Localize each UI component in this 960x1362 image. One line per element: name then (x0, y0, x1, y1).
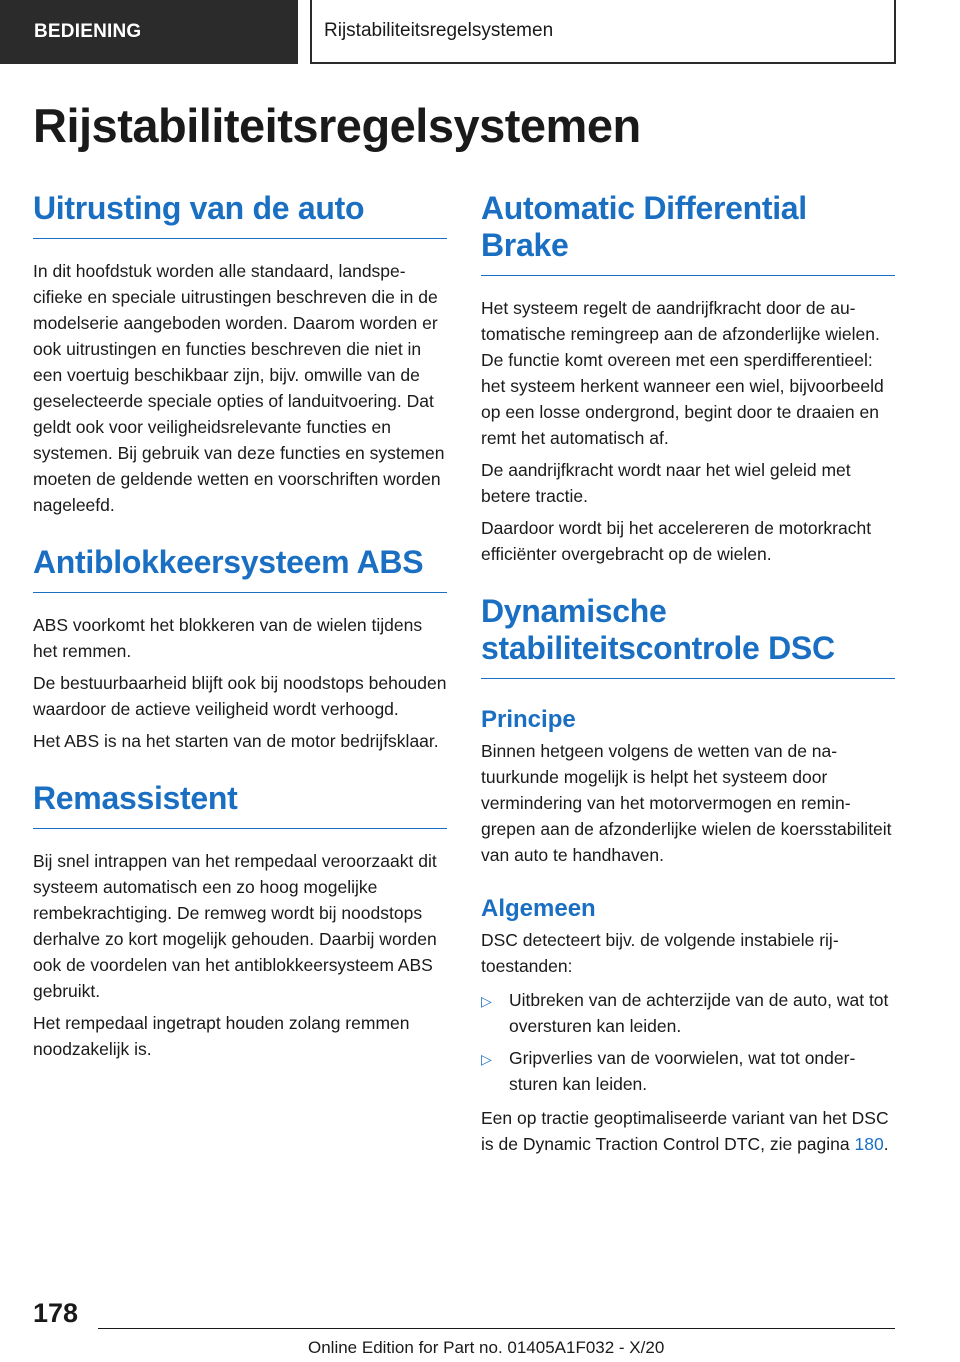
list-item-text: Gripverlies van de voorwielen, wat tot ondersturen kan leiden. (509, 1048, 856, 1094)
subsection-title: Principe (481, 706, 576, 733)
triangle-right-icon: ▷ (481, 993, 492, 1009)
paragraph: Bij snel intrappen van het rempedaal veroorzaakt dit systeem automatisch een zo hoog mogelijke rembekrachtiging. De remweg wordt bij noodstops derhalve zo kort mogelijk gehouden. Daarbij worden ook de voordelen van het antiblokkeersysteem ABS gebruikt. (33, 851, 437, 1001)
paragraph-end: . (883, 1134, 889, 1154)
edition-text: Online Edition for Part no. 01405A1F032 - X/20 (308, 1338, 665, 1357)
paragraph (481, 1105, 895, 1157)
paragraph: Het rempedaal ingetrapt houden zolang remmen noodzakelijk is. (33, 1013, 410, 1059)
section-abs (33, 544, 447, 754)
page-number: 178 (33, 1298, 79, 1328)
triangle-right-icon: ▷ (481, 1051, 492, 1067)
paragraph: De aandrijfkracht wordt naar het wiel geleid met betere tractie. (481, 460, 851, 506)
list-item (481, 987, 895, 1039)
subsection-title: Algemeen (481, 895, 596, 922)
section-uitrusting (33, 190, 447, 518)
section-tab: BEDIENING (0, 0, 298, 64)
paragraph: De bestuurbaarheid blijft ook bij noodstops behouden waardoor de actieve veiligheid wordt verhoogd. (33, 673, 447, 719)
section-title: Remassistent (33, 780, 447, 829)
list-item (481, 1045, 895, 1097)
section-title: Automatic Differential Brake (481, 190, 895, 276)
paragraph: ABS voorkomt het blokkeren van de wielen tijdens het remmen. (33, 615, 423, 661)
paragraph-text: Een op tractie geoptimaliseerde variant van het DSC is de Dynamic Traction Control DTC, zie pagina (481, 1108, 889, 1154)
paragraph: Daardoor wordt bij het accelereren de motorkracht efficiënter overgebracht op de wielen. (481, 518, 872, 564)
section-remassistent (33, 780, 447, 1062)
paragraph: Het ABS is na het starten van de motor bedrijfsklaar. (33, 731, 439, 751)
page-link[interactable]: 180 (854, 1134, 884, 1154)
right-column (481, 190, 895, 1183)
section-adb (481, 190, 895, 567)
footer-divider (98, 1328, 895, 1329)
paragraph: Binnen hetgeen volgens de wetten van de natuurkunde mogelijk is helpt het systeem door vermindering van het motorvermogen en remingrepen aan de afzonderlijke wielen de koersstabiliteit van auto te handhaven. (481, 741, 892, 865)
chapter-header: Rijstabiliteitsregelsystemen (310, 0, 896, 64)
section-title: Antiblokkeersysteem ABS (33, 544, 447, 593)
subsection-principe (481, 705, 895, 868)
paragraph: DSC detecteert bijv. de volgende instabiele rijtoestanden: (481, 930, 839, 976)
list-item-text: Uitbreken van de achterzijde van de auto, wat tot oversturen kan leiden. (509, 990, 889, 1036)
bullet-list (481, 987, 895, 1097)
subsection-algemeen (481, 894, 895, 1157)
paragraph: In dit hoofdstuk worden alle standaard, landspecifieke en speciale uitrustingen beschreven die in de modelserie aangeboden worden. Daarom worden er ook uitrustingen en functies beschreven die niet in een voertuig beschikbaar zijn, bijv. omwille van de geselecteerde speciale opties of landuitvoering. Dat geldt ook voor veiligheidsrelevante functies en systemen. Bij gebruik van deze functies en systemen moeten de geldende wetten en voorschriften worden nageleefd. (33, 261, 445, 515)
page-title: Rijstabiliteitsregelsystemen (33, 99, 641, 152)
left-column (33, 190, 447, 1088)
paragraph: Het systeem regelt de aandrijfkracht door de automatische remingreep aan de afzonderlijke wielen. De functie komt overeen met een sperdifferentieel: het systeem herkent wanneer een wiel, bijvoorbeeld op een losse ondergrond, begint door te draaien en remt het automatisch af. (481, 298, 884, 448)
section-title: Dynamische stabiliteitscontrole DSC (481, 593, 895, 679)
section-title: Uitrusting van de auto (33, 190, 447, 239)
section-dsc (481, 593, 895, 1157)
